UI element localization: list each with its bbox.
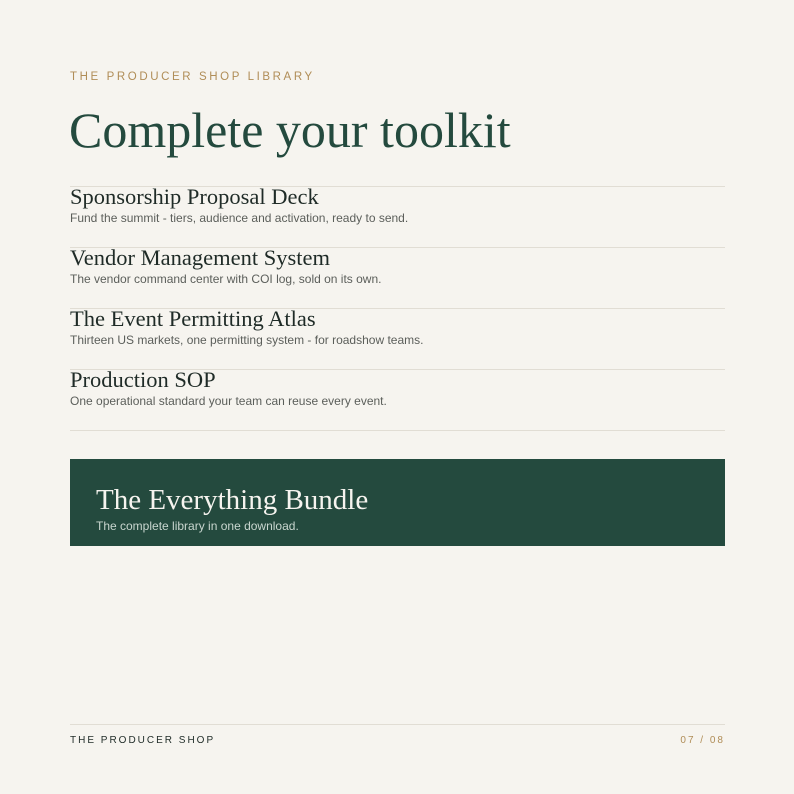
product-item-sponsorship-deck[interactable]: [70, 186, 725, 247]
product-list: [70, 186, 725, 431]
product-description: One operational standard your team can reuse every event.: [70, 394, 387, 408]
footer-brand: THE PRODUCER SHOP: [70, 735, 216, 746]
bundle-card[interactable]: [70, 459, 725, 546]
product-title: Production SOP: [70, 367, 216, 392]
product-item-permitting-atlas[interactable]: [70, 308, 725, 369]
product-title: Sponsorship Proposal Deck: [70, 184, 319, 209]
product-item-production-sop[interactable]: [70, 369, 725, 431]
page-number: 07 / 08: [680, 735, 725, 746]
bundle-title: The Everything Bundle: [96, 484, 369, 516]
product-description: The vendor command center with COI log, sold on its own.: [70, 272, 382, 286]
page-title: Complete your toolkit: [69, 102, 511, 158]
product-title: The Event Permitting Atlas: [70, 306, 316, 331]
footer-divider: [70, 724, 725, 725]
eyebrow-label: THE PRODUCER SHOP LIBRARY: [70, 71, 315, 83]
product-title: Vendor Management System: [70, 245, 330, 270]
bundle-description: The complete library in one download.: [96, 519, 299, 533]
product-item-vendor-management[interactable]: [70, 247, 725, 308]
product-description: Fund the summit - tiers, audience and activation, ready to send.: [70, 211, 409, 225]
product-description: Thirteen US markets, one permitting system - for roadshow teams.: [70, 333, 424, 347]
